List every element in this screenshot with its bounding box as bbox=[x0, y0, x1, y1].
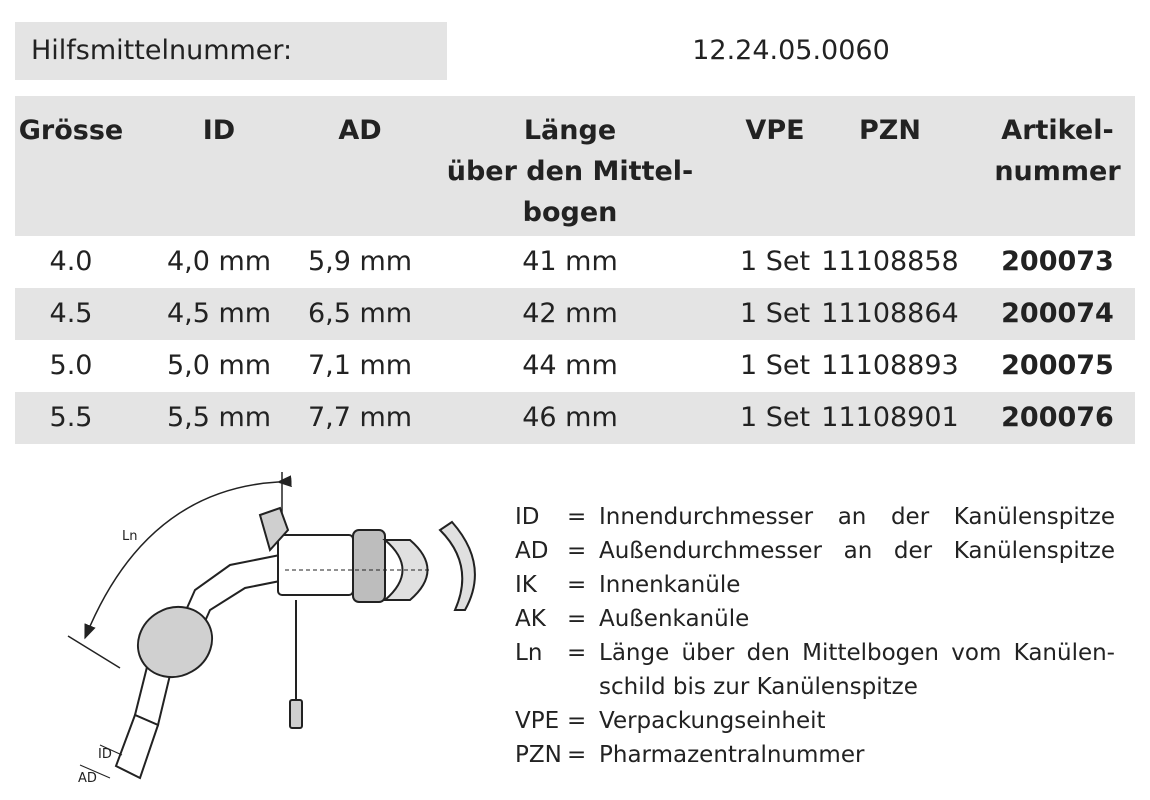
cell-id: 4,0 mm bbox=[166, 246, 272, 277]
legend-row bbox=[515, 704, 1115, 738]
hilfsmittelnummer-value: 12.24.05.0060 bbox=[692, 35, 890, 66]
ad-label: AD bbox=[78, 771, 97, 786]
cell-id: 5,0 mm bbox=[166, 350, 272, 381]
legend-row bbox=[515, 534, 1115, 568]
legend-row bbox=[515, 500, 1115, 534]
legend-abbr: IK bbox=[515, 572, 537, 598]
legend-equals: = bbox=[567, 538, 587, 564]
legend-equals: = bbox=[567, 606, 587, 632]
legend-row bbox=[515, 670, 1115, 704]
cell-artikelnummer: 200075 bbox=[1001, 350, 1114, 381]
cell-laenge: 46 mm bbox=[522, 402, 618, 433]
cell-pzn: 11108893 bbox=[821, 350, 959, 381]
dimension-extension-line bbox=[68, 636, 120, 668]
cell-laenge: 42 mm bbox=[522, 298, 618, 329]
header-groesse: Grösse bbox=[18, 115, 124, 146]
cell-groesse: 4.0 bbox=[49, 246, 93, 277]
obturator-handle bbox=[290, 700, 302, 728]
cell-vpe: 1 Set bbox=[739, 298, 811, 329]
legend-definition: Innendurchmesser an der Kanülenspitze bbox=[599, 504, 1115, 530]
header-vpe: VPE bbox=[745, 115, 805, 146]
legend-definition: Außendurchmesser an der Kanülenspitze bbox=[599, 538, 1115, 564]
legend-row bbox=[515, 568, 1115, 602]
cell-artikelnummer: 200074 bbox=[1001, 298, 1114, 329]
table-row bbox=[15, 392, 1135, 444]
header-artikelnummer: Artikel- nummer bbox=[994, 115, 1121, 187]
cell-ad: 7,7 mm bbox=[307, 402, 413, 433]
legend-equals: = bbox=[567, 572, 587, 598]
cell-pzn: 11108858 bbox=[821, 246, 959, 277]
abbreviation-legend bbox=[515, 500, 1115, 772]
header-pzn: PZN bbox=[859, 115, 921, 146]
legend-equals: = bbox=[567, 742, 587, 768]
legend-row bbox=[515, 738, 1115, 772]
header-id: ID bbox=[202, 115, 236, 146]
cell-laenge: 41 mm bbox=[522, 246, 618, 277]
legend-abbr: VPE bbox=[515, 708, 560, 734]
cell-artikelnummer: 200076 bbox=[1001, 402, 1114, 433]
cell-groesse: 5.5 bbox=[49, 402, 93, 433]
cannula-diagram bbox=[50, 460, 490, 790]
cell-id: 4,5 mm bbox=[166, 298, 272, 329]
header-ad: AD bbox=[338, 115, 382, 146]
cell-vpe: 1 Set bbox=[739, 350, 811, 381]
cannula-drawing bbox=[116, 508, 475, 778]
cell-groesse: 4.5 bbox=[49, 298, 93, 329]
neck-plate-wing bbox=[440, 522, 475, 610]
legend-equals: = bbox=[567, 504, 587, 530]
table-header bbox=[15, 96, 1135, 236]
ln-label: Ln bbox=[122, 529, 138, 544]
cell-id: 5,5 mm bbox=[166, 402, 272, 433]
cell-vpe: 1 Set bbox=[739, 246, 811, 277]
table-row bbox=[15, 236, 1135, 288]
cell-vpe: 1 Set bbox=[739, 402, 811, 433]
cell-ad: 6,5 mm bbox=[307, 298, 413, 329]
legend-definition: Außenkanüle bbox=[599, 606, 750, 632]
legend-definition: Innenkanüle bbox=[599, 572, 741, 598]
legend-definition: schild bis zur Kanülenspitze bbox=[599, 674, 918, 700]
cell-pzn: 11108901 bbox=[821, 402, 959, 433]
cannula-tip bbox=[116, 715, 158, 778]
cell-pzn: 11108864 bbox=[821, 298, 959, 329]
legend-row bbox=[515, 636, 1115, 670]
cell-ad: 5,9 mm bbox=[307, 246, 413, 277]
legend-definition: Pharmazentralnummer bbox=[599, 742, 865, 768]
legend-abbr: Ln bbox=[515, 640, 543, 666]
table-row bbox=[15, 340, 1135, 392]
legend-definition: Verpackungseinheit bbox=[599, 708, 826, 734]
legend-abbr: AK bbox=[515, 606, 546, 632]
cannula-connector bbox=[278, 535, 353, 595]
cell-ad: 7,1 mm bbox=[307, 350, 413, 381]
cell-laenge: 44 mm bbox=[522, 350, 618, 381]
legend-abbr: PZN bbox=[515, 742, 562, 768]
legend-equals: = bbox=[567, 708, 587, 734]
cell-groesse: 5.0 bbox=[49, 350, 93, 381]
neck-plate-hub bbox=[353, 530, 385, 602]
id-label: ID bbox=[98, 747, 112, 762]
legend-equals: = bbox=[567, 640, 587, 666]
legend-abbr: AD bbox=[515, 538, 549, 564]
header-laenge: Länge über den Mittel- bogen bbox=[446, 115, 694, 228]
cell-artikelnummer: 200073 bbox=[1001, 246, 1114, 277]
legend-abbr: ID bbox=[515, 504, 540, 530]
legend-definition: Länge über den Mittelbogen vom Kanülen- bbox=[599, 640, 1115, 666]
legend-row bbox=[515, 602, 1115, 636]
table-row bbox=[15, 288, 1135, 340]
hilfsmittelnummer-label: Hilfsmittelnummer: bbox=[15, 22, 447, 80]
